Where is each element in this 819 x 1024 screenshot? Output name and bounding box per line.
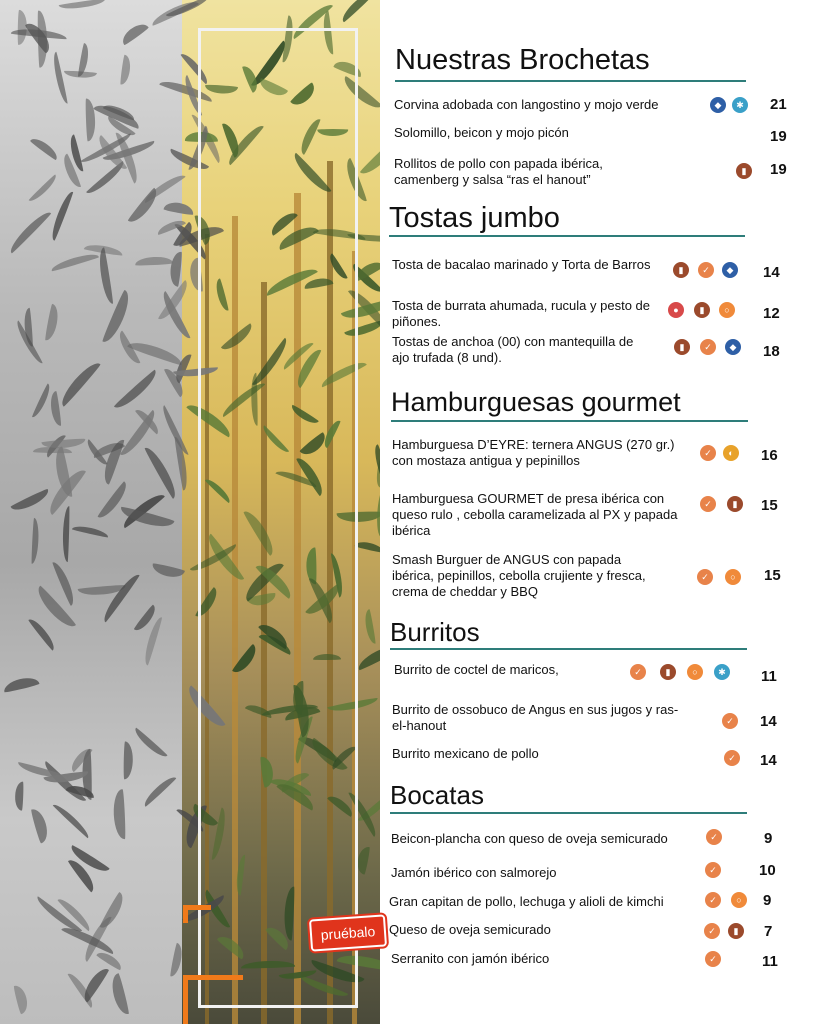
menu-item: Gran capitan de pollo, lechuga y alioli de kimchi	[389, 894, 664, 909]
item-price: 14	[763, 264, 780, 281]
mustard-icon: ◐	[723, 445, 739, 461]
crab-icon: ✱	[714, 664, 730, 680]
crab-icon: ✱	[732, 97, 748, 113]
wheat-icon: ✓	[630, 664, 646, 680]
menu-item: Rollitos de pollo con papada ibérica, camenberg y salsa “ras el hanout”	[394, 156, 603, 187]
wheat-icon: ✓	[724, 750, 740, 766]
wheat-icon: ✓	[700, 445, 716, 461]
section-rule	[389, 235, 745, 237]
wheat-icon: ✓	[722, 713, 738, 729]
item-price: 19	[770, 128, 787, 145]
milk-icon: ▮	[728, 923, 744, 939]
section-title-brochetas: Nuestras Brochetas	[395, 44, 650, 76]
section-title-bocatas: Bocatas	[390, 780, 484, 810]
menu-item: Hamburguesa D’EYRE: ternera ANGUS (270 gr.) con mostaza antigua y pepinillos	[392, 437, 675, 468]
milk-icon: ▮	[694, 302, 710, 318]
menu-item: Queso de oveja semicurado	[389, 922, 551, 937]
milk-icon: ▮	[673, 262, 689, 278]
item-price: 21	[770, 96, 787, 113]
item-price: 10	[759, 862, 776, 879]
item-price: 18	[763, 343, 780, 360]
item-price: 15	[761, 497, 778, 514]
fish-icon: ◆	[725, 339, 741, 355]
wheat-icon: ✓	[697, 569, 713, 585]
menu-item: Corvina adobada con langostino y mojo verde	[394, 97, 659, 112]
section-rule	[395, 80, 746, 82]
milk-icon: ▮	[727, 496, 743, 512]
menu-item: Serranito con jamón ibérico	[391, 951, 550, 966]
fish-icon: ◆	[722, 262, 738, 278]
sulphite-icon: ●	[668, 302, 684, 318]
egg-icon: ○	[719, 302, 735, 318]
wheat-icon: ✓	[700, 339, 716, 355]
orange-bracket-top	[183, 905, 211, 923]
wheat-icon: ✓	[706, 829, 722, 845]
item-price: 14	[760, 713, 777, 730]
menu-item: Tosta de burrata ahumada, rucula y pesto de piñones.	[392, 298, 650, 329]
wheat-icon: ✓	[705, 951, 721, 967]
section-title-burritos: Burritos	[390, 617, 480, 647]
section-title-tostas: Tostas jumbo	[389, 202, 560, 234]
section-rule	[391, 420, 748, 422]
white-frame	[198, 28, 358, 1008]
item-price: 15	[764, 567, 781, 584]
section-title-hamburguesas: Hamburguesas gourmet	[391, 387, 681, 417]
item-price: 9	[764, 830, 773, 847]
fish-icon: ◆	[710, 97, 726, 113]
bamboo-photo	[0, 0, 380, 1024]
item-price: 11	[762, 953, 778, 970]
egg-icon: ○	[687, 664, 703, 680]
menu-item: Tostas de anchoa (00) con mantequilla de ajo trufada (8 und).	[392, 334, 634, 365]
wheat-icon: ✓	[698, 262, 714, 278]
milk-icon: ▮	[660, 664, 676, 680]
milk-icon: ▮	[674, 339, 690, 355]
wheat-icon: ✓	[700, 496, 716, 512]
section-rule	[390, 812, 747, 814]
menu-item: Hamburguesa GOURMET de presa ibérica con queso rulo , cebolla caramelizada al PX y papada ibérica	[392, 491, 678, 538]
menu-item: Burrito de ossobuco de Angus en sus jugos y ras-el-hanout	[392, 702, 679, 733]
menu-item: Burrito mexicano de pollo	[392, 746, 539, 761]
item-price: 14	[760, 752, 777, 769]
item-price: 7	[764, 923, 773, 940]
wheat-icon: ✓	[705, 892, 721, 908]
menu-item: Beicon-plancha con queso de oveja semicurado	[391, 831, 668, 846]
item-price: 9	[763, 892, 772, 909]
menu-item: Burrito de coctel de maricos,	[394, 662, 559, 677]
menu-item: Solomillo, beicon y mojo picón	[394, 125, 569, 140]
milk-icon: ▮	[736, 163, 752, 179]
menu-item: Tosta de bacalao marinado y Torta de Barros	[392, 257, 651, 272]
orange-bracket-bottom	[183, 975, 243, 1024]
wheat-icon: ✓	[705, 862, 721, 878]
pruebalo-badge: pruébalo	[309, 914, 387, 951]
item-price: 12	[763, 305, 780, 322]
item-price: 19	[770, 161, 787, 178]
section-rule	[390, 648, 747, 650]
item-price: 11	[761, 668, 777, 685]
menu-item: Smash Burguer de ANGUS con papada ibérica, pepinillos, cebolla crujiente y fresca, crema de cheddar y BBQ	[392, 552, 646, 599]
menu-panel	[380, 0, 819, 1024]
menu-item: Jamón ibérico con salmorejo	[391, 865, 557, 880]
egg-icon: ○	[725, 569, 741, 585]
item-price: 16	[761, 447, 778, 464]
wheat-icon: ✓	[704, 923, 720, 939]
egg-icon: ○	[731, 892, 747, 908]
